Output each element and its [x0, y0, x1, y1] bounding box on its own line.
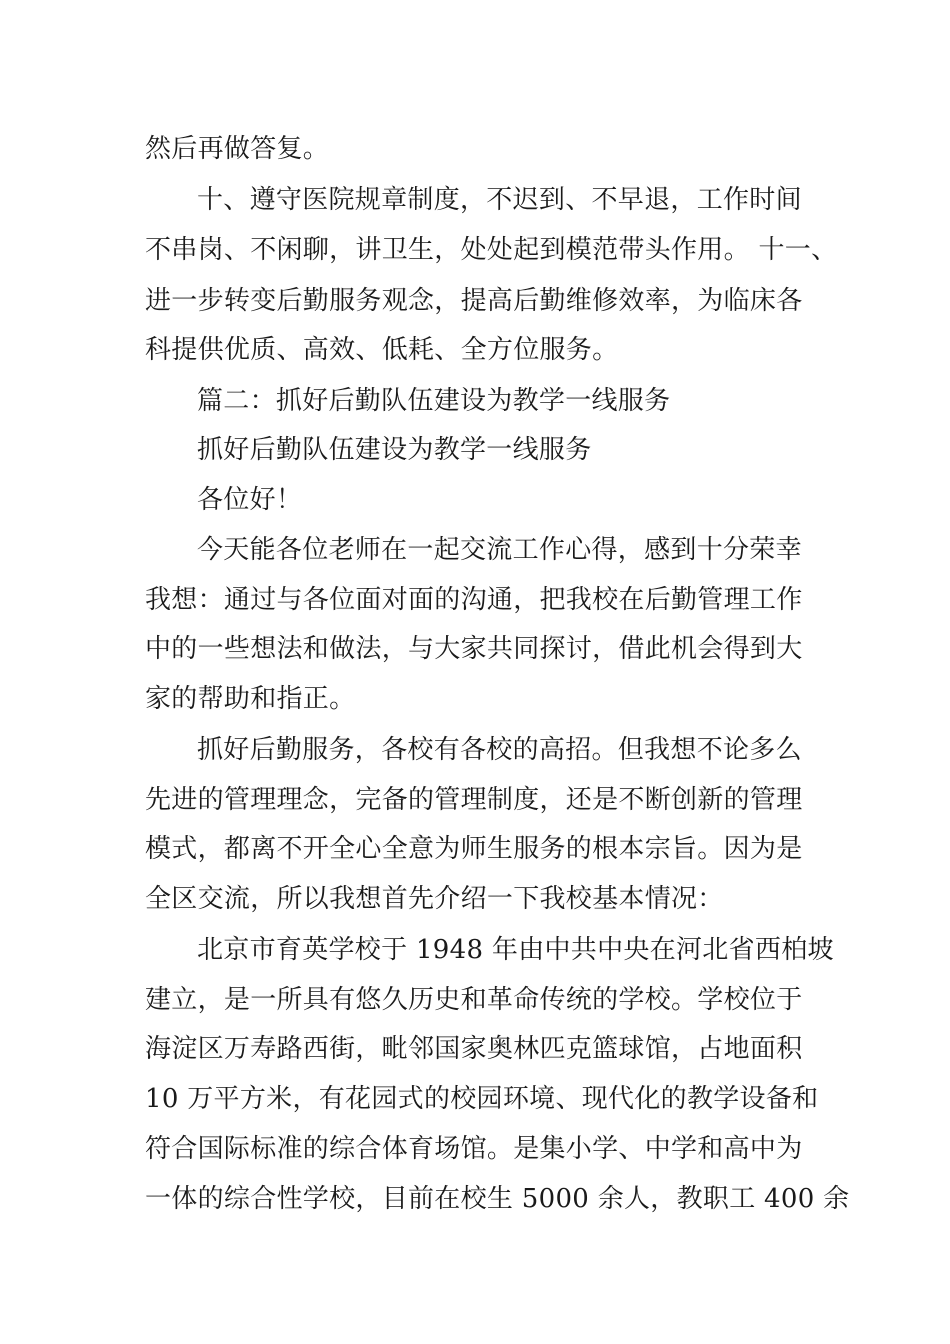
text-line: 十、遵守医院规章制度，不迟到、不早退，工作时间: [197, 185, 802, 215]
text-line: 科提供优质、高效、低耗、全方位服务。: [145, 335, 619, 365]
text-line: 抓好后勤服务，各校有各校的高招。但我想不论多么: [197, 735, 802, 765]
section-title: 抓好后勤队伍建设为教学一线服务: [197, 435, 592, 465]
text-line: 全区交流，所以我想首先介绍一下我校基本情况：: [145, 884, 724, 914]
greeting: 各位好！: [197, 485, 303, 515]
text-line: 10 万平方米，有花园式的校园环境、现代化的教学设备和: [145, 1084, 819, 1114]
text-line: 不串岗、不闲聊，讲卫生，处处起到模范带头作用。 十一、: [145, 235, 838, 265]
text-line: 建立，是一所具有悠久历史和革命传统的学校。学校位于: [145, 985, 803, 1015]
text-line: 家的帮助和指正。: [145, 684, 356, 714]
text-line: 今天能各位老师在一起交流工作心得，感到十分荣幸: [197, 535, 802, 565]
text-line: 我想：通过与各位面对面的沟通，把我校在后勤管理工作: [145, 585, 803, 615]
text-line: 模式，都离不开全心全意为师生服务的根本宗旨。因为是: [145, 834, 803, 864]
text-line: 先进的管理理念，完备的管理制度，还是不断创新的管理: [145, 785, 803, 815]
text-line: 然后再做答复。: [145, 134, 330, 164]
text-line: 海淀区万寿路西街，毗邻国家奥林匹克篮球馆，占地面积: [145, 1034, 803, 1064]
text-line: 中的一些想法和做法，与大家共同探讨，借此机会得到大: [145, 634, 803, 664]
section-heading: 篇二：抓好后勤队伍建设为教学一线服务: [197, 386, 671, 416]
text-line: 进一步转变后勤服务观念，提高后勤维修效率，为临床各: [145, 286, 803, 316]
text-line: 北京市育英学校于 1948 年由中共中央在河北省西柏坡: [197, 935, 834, 965]
text-line: 一体的综合性学校，目前在校生 5000 余人，教职工 400 余: [145, 1184, 850, 1214]
text-line: 符合国际标准的综合体育场馆。是集小学、中学和高中为: [145, 1134, 803, 1164]
